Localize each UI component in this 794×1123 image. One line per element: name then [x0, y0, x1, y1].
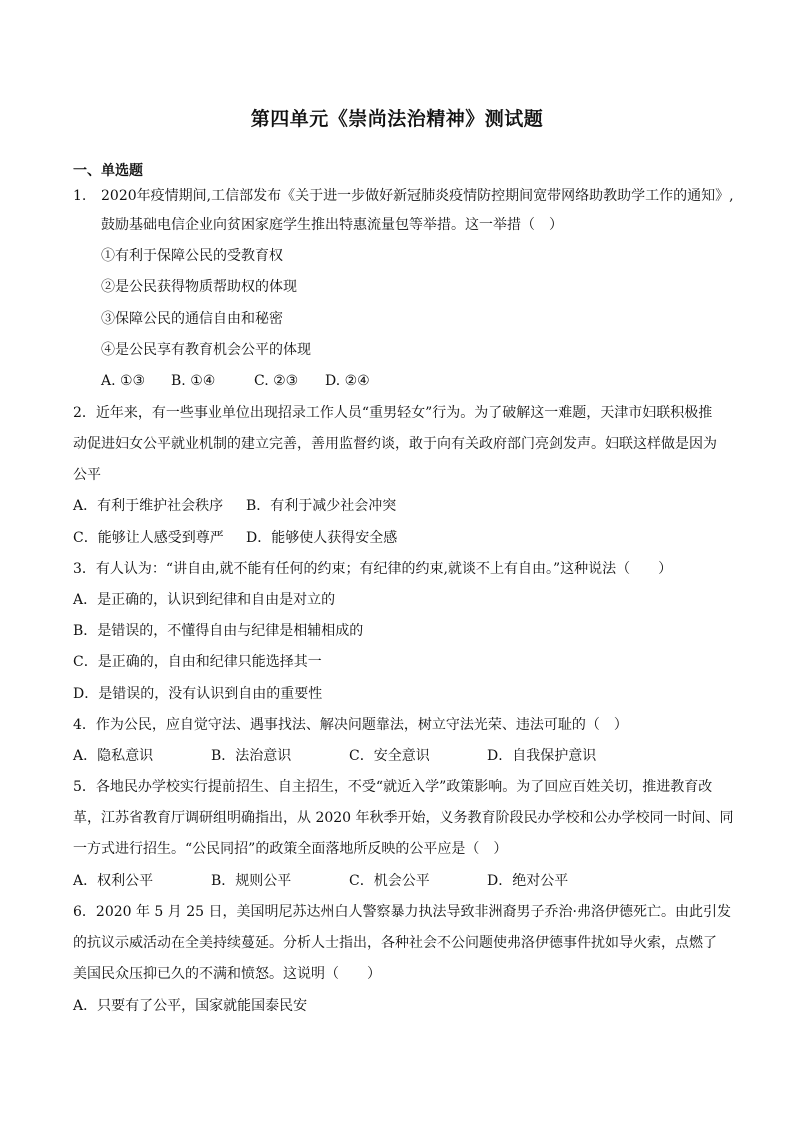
q1-stem-line1: 2020年疫情期间,工信部发布《关于进一步做好新冠肺炎疫情防控期间宽带网络助教助学工作的通知》, [101, 188, 734, 204]
q3-option-b: B．是错误的，不懂得自由与纪律是相辅相成的 [73, 623, 364, 639]
q2-stem-line3: 公平 [73, 467, 101, 483]
q5-stem-line3: 一方式进行招生。“公民同招”的政策全面落地所反映的公平应是（ ） [73, 841, 508, 857]
q6-stem-line2: 的抗议示威活动在全美持续蔓延。分析人士指出，各种社会不公问题使弗洛伊德事件扰如导火索，点燃了 [73, 935, 717, 951]
q4-option-b: B．法治意识 [211, 748, 292, 764]
q6-stem-line3: 美国民众压抑已久的不满和愤怒。这说明（ ） [73, 966, 381, 982]
q5-option-d: D．绝对公平 [487, 873, 569, 889]
q4-stem-line1: 4．作为公民，应自觉守法、遇事找法、解决问题靠法，树立守法光荣、违法可耻的（ ） [73, 717, 628, 733]
q1-option-b: B. ①④ [171, 373, 216, 389]
q1-item-3: ③保障公民的通信自由和秘密 [101, 311, 283, 327]
q3-option-d: D．是错误的，没有认识到自由的重要性 [73, 686, 323, 702]
q6-stem-line1: 6．2020 年 5 月 25 日，美国明尼苏达州白人警察暴力执法导致非洲裔男子乔治·弗洛伊德死亡。由此引发 [73, 904, 731, 920]
q1-stem-line2: 鼓励基础电信企业向贫困家庭学生推出特惠流量包等举措。这一举措（ ） [101, 217, 563, 233]
q5-option-b: B．规则公平 [211, 873, 292, 889]
q5-stem-line1: 5．各地民办学校实行提前招生、自主招生，不受“就近入学”政策影响。为了回应百姓关切，推进教育改 [73, 779, 713, 795]
q2-option-b: B．有利于减少社会冲突 [246, 498, 397, 514]
q3-option-a: A．是正确的，认识到纪律和自由是对立的 [73, 592, 336, 608]
q1-option-a: A. ①③ [101, 373, 146, 389]
q1-item-4: ④是公民享有教育机会公平的体现 [101, 342, 311, 358]
q2-option-a: A．有利于维护社会秩序 [73, 498, 224, 514]
q2-option-d: D．能够使人获得安全感 [246, 530, 398, 546]
q2-stem-line2: 动促进妇女公平就业机制的建立完善，善用监督约谈，敢于向有关政府部门亮剑发声。妇联这样做是因为 [73, 436, 717, 452]
q5-option-a: A．权利公平 [73, 873, 154, 889]
q1-option-d: D. ②④ [325, 373, 370, 389]
q4-option-c: C．安全意识 [349, 748, 430, 764]
q1-item-1: ①有利于保障公民的受教育权 [101, 248, 283, 264]
page-title: 第四单元《崇尚法治精神》测试题 [250, 108, 544, 130]
q5-stem-line2: 革，江苏省教育厅调研组明确指出，从 2020 年秋季开始，义务教育阶段民办学校和公办学校同一时间、同 [73, 810, 734, 826]
q2-option-c: C．能够让人感受到尊严 [73, 530, 224, 546]
q3-stem-line1: 3．有人认为：“讲自由,就不能有任何的约束；有纪律的约束,就谈不上有自由。”这种说法（ ） [73, 561, 673, 577]
section-heading: 一、单选题 [73, 163, 143, 179]
q4-option-a: A．隐私意识 [73, 748, 154, 764]
q1-number: 1. [73, 188, 87, 204]
q6-option-a: A．只要有了公平，国家就能国泰民安 [73, 998, 308, 1014]
q2-stem-line1: 2．近年来，有一些事业单位出现招录工作人员“重男轻女”行为。为了破解这一难题，天津市妇联积极推 [73, 405, 713, 421]
q5-option-c: C．机会公平 [349, 873, 430, 889]
q3-option-c: C．是正确的，自由和纪律只能选择其一 [73, 654, 322, 670]
q4-option-d: D．自我保护意识 [487, 748, 597, 764]
q1-item-2: ②是公民获得物质帮助权的体现 [101, 279, 297, 295]
q1-option-c: C. ②③ [254, 373, 299, 389]
